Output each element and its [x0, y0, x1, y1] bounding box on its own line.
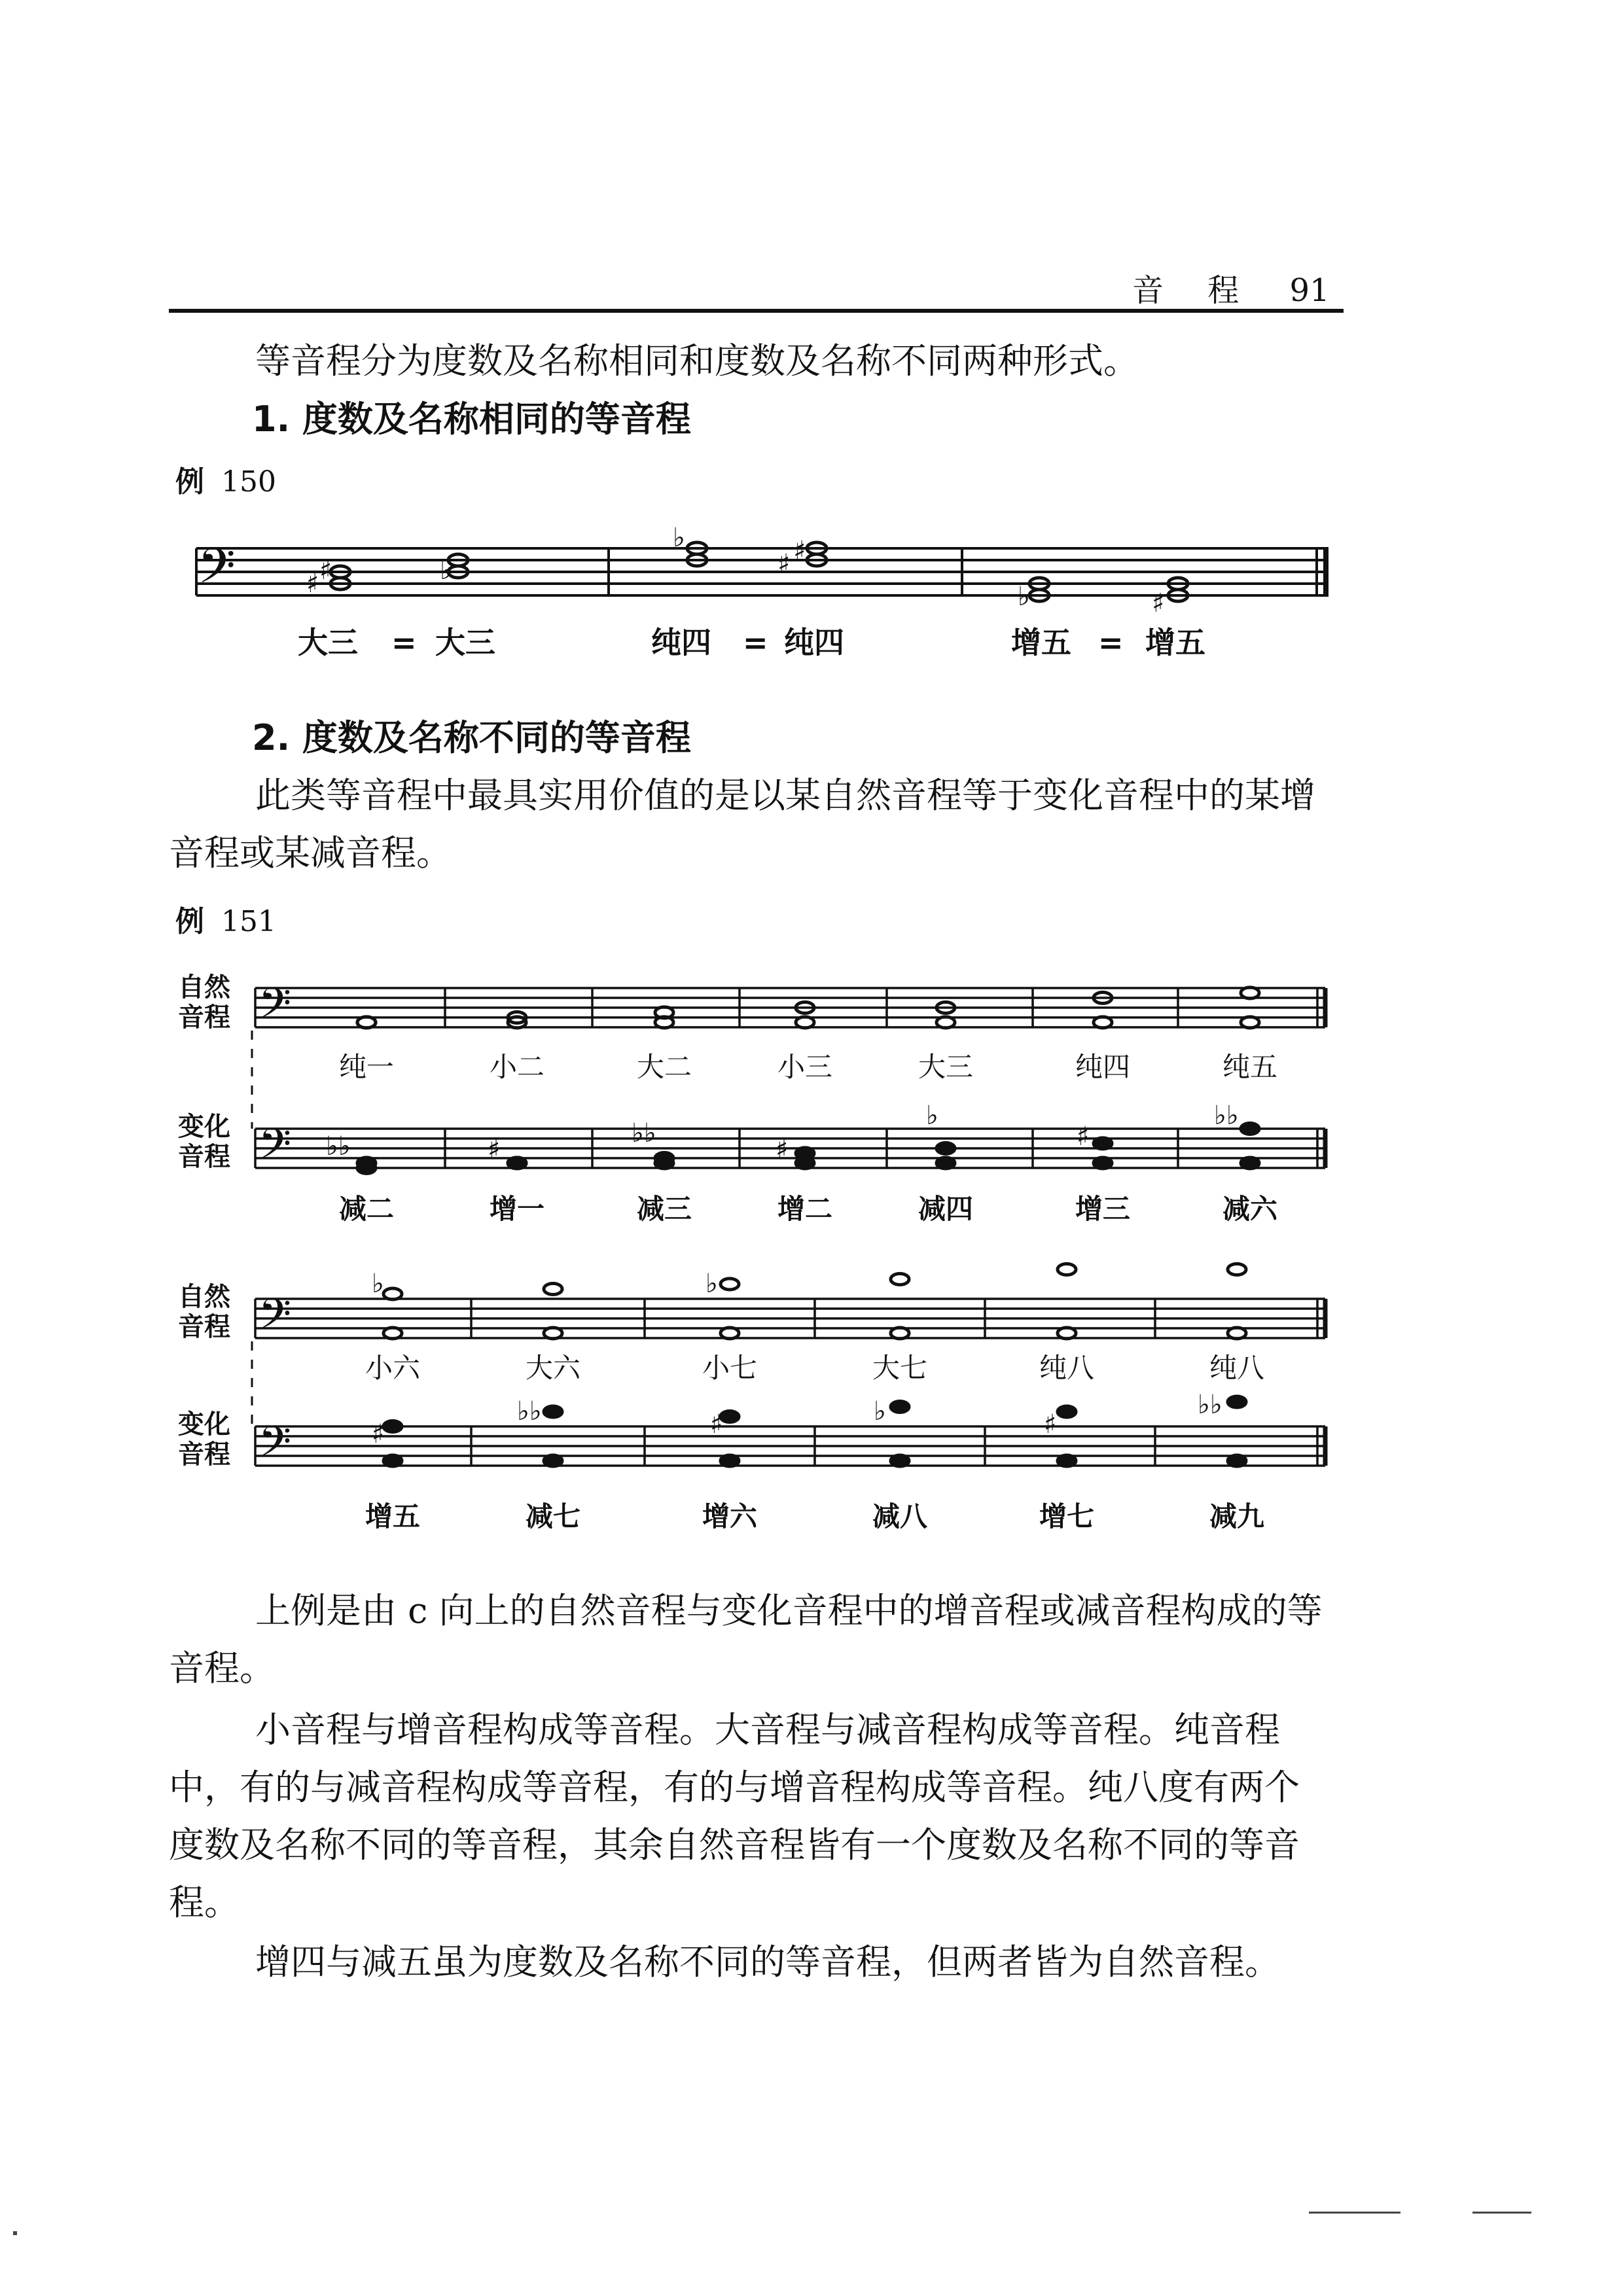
label-natural-1-6: 纯四	[1075, 1051, 1131, 1083]
flat-icon: ♭	[874, 1396, 886, 1426]
label-altered-1-2: 增一	[489, 1193, 545, 1225]
sharp-icon: ♯	[776, 1135, 789, 1165]
sharp-icon: ♯	[488, 1135, 501, 1165]
chapter-title: 音 程	[1132, 272, 1257, 309]
section-heading-1: 1. 度数及名称相同的等音程	[252, 398, 691, 440]
flat-icon: ♭♭	[517, 1396, 542, 1426]
sharp-icon: ♯	[319, 556, 332, 586]
flat-icon: ♭	[372, 1269, 384, 1299]
flat-icon: ♭	[440, 556, 452, 586]
page-number: 91	[1289, 272, 1330, 309]
label-natural-2-4: 大七	[872, 1352, 928, 1384]
label-altered-2-4: 减八	[872, 1500, 928, 1532]
paragraph-5: 增四与减五虽为度数及名称不同的等音程，但两者皆为自然音程。	[255, 1941, 1280, 1983]
example-number: 150	[221, 465, 276, 499]
label-natural-1-4: 小三	[777, 1051, 833, 1083]
sharp-icon: ♯	[1044, 1409, 1057, 1439]
scan-noise	[1472, 2212, 1531, 2214]
label-altered-1-1: 减二	[338, 1193, 395, 1225]
sharp-icon: ♯	[306, 569, 319, 599]
caption-ex150-eq-1: =	[391, 625, 417, 660]
label-natural-1-7: 纯五	[1222, 1051, 1278, 1083]
label-natural-2-2: 大六	[525, 1352, 581, 1384]
label-altered-2-1: 增五	[365, 1500, 421, 1532]
paragraph-3: 上例是由 c 向上的自然音程与变化音程中的增音程或减音程构成的等音程。	[169, 1590, 1323, 1689]
row-label-natural-1-line2: 音程	[178, 1002, 230, 1033]
example-prefix: 例	[175, 465, 204, 499]
row-label-natural-1-line1: 自然	[178, 972, 230, 1002]
caption-ex150-eq-3: =	[1098, 625, 1124, 660]
bass-clef-icon: 𝄢	[259, 1418, 292, 1477]
section-heading-2: 2. 度数及名称不同的等音程	[252, 717, 691, 758]
caption-ex150-3: 纯四	[651, 625, 711, 660]
row-label-altered-1-line2: 音程	[178, 1142, 230, 1172]
example-prefix: 例	[175, 905, 204, 938]
staff-natural-1	[255, 988, 1325, 1027]
row-label-altered-2-line2: 音程	[178, 1439, 230, 1470]
flat-icon: ♭	[926, 1101, 938, 1131]
sharp-icon: ♯	[372, 1419, 385, 1449]
caption-ex150-eq-2: =	[743, 625, 768, 660]
scan-noise	[13, 2231, 17, 2235]
bass-clef-icon: 𝄢	[259, 1120, 292, 1179]
label-altered-1-5: 减四	[918, 1193, 974, 1225]
bass-clef-icon: 𝄢	[259, 1290, 292, 1349]
flat-icon: ♭♭	[1198, 1390, 1222, 1420]
row-label-altered-2-line1: 变化	[178, 1409, 230, 1439]
staff-altered-2	[255, 1426, 1325, 1466]
flat-icon: ♭	[1018, 582, 1030, 612]
label-altered-2-2: 减七	[525, 1500, 581, 1532]
caption-ex150-2: 大三	[435, 625, 495, 660]
flat-icon: ♭♭	[326, 1131, 351, 1161]
paragraph-4: 小音程与增音程构成等音程。大音程与减音程构成等音程。纯音程中，有的与减音程构成等音程，有的与增音程构成等音程。纯八度有两个度数及名称不同的等音程，其余自然音程皆有一个度数及名称不同的等音程。	[169, 1709, 1300, 1923]
flat-icon: ♭	[673, 523, 685, 553]
label-natural-2-6: 纯八	[1209, 1352, 1265, 1384]
label-natural-1-3: 大二	[636, 1051, 692, 1083]
bass-clef-icon: 𝄢	[259, 980, 292, 1038]
svg-text:𝄢: 𝄢	[198, 538, 236, 607]
intro-paragraph: 等音程分为度数及名称相同和度数及名称不同两种形式。	[255, 340, 1139, 381]
example-number: 151	[221, 905, 276, 938]
sharp-icon: ♯	[1152, 588, 1165, 618]
label-natural-1-1: 纯一	[338, 1051, 395, 1083]
scan-noise	[1309, 2212, 1400, 2214]
label-altered-1-3: 减三	[636, 1193, 692, 1225]
caption-ex150-5: 增五	[1011, 625, 1071, 660]
sharp-icon: ♯	[793, 536, 806, 566]
label-altered-2-6: 减九	[1209, 1500, 1265, 1532]
label-natural-2-5: 纯八	[1039, 1352, 1095, 1384]
sharp-icon: ♯	[777, 549, 791, 579]
caption-ex150-6: 增五	[1145, 625, 1205, 660]
row-label-natural-2-line1: 自然	[178, 1282, 230, 1312]
flat-icon: ♭♭	[1214, 1101, 1239, 1131]
label-altered-1-6: 增三	[1075, 1193, 1131, 1225]
caption-ex150-1: 大三	[298, 625, 358, 660]
label-natural-2-1: 小六	[365, 1352, 421, 1384]
paragraph-2: 此类等音程中最具实用价值的是以某自然音程等于变化音程中的某增音程或某减音程。	[169, 775, 1315, 874]
label-natural-2-3: 小七	[702, 1352, 758, 1384]
label-altered-2-3: 增六	[702, 1500, 758, 1532]
staff-altered-1	[255, 1129, 1325, 1168]
flat-icon: ♭♭	[632, 1118, 656, 1148]
row-label-altered-1-line1: 变化	[178, 1112, 230, 1142]
label-altered-1-4: 增二	[777, 1193, 833, 1225]
row-label-natural-2-line2: 音程	[178, 1312, 230, 1342]
caption-ex150-4: 纯四	[784, 625, 844, 660]
flat-icon: ♭	[705, 1269, 718, 1299]
label-natural-1-2: 小二	[489, 1051, 545, 1083]
label-natural-1-5: 大三	[918, 1051, 974, 1083]
label-altered-1-7: 减六	[1222, 1193, 1278, 1225]
sharp-icon: ♯	[710, 1409, 723, 1439]
staff-natural-2	[255, 1299, 1325, 1338]
label-altered-2-5: 增七	[1039, 1500, 1095, 1532]
sharp-icon: ♯	[1077, 1122, 1090, 1152]
